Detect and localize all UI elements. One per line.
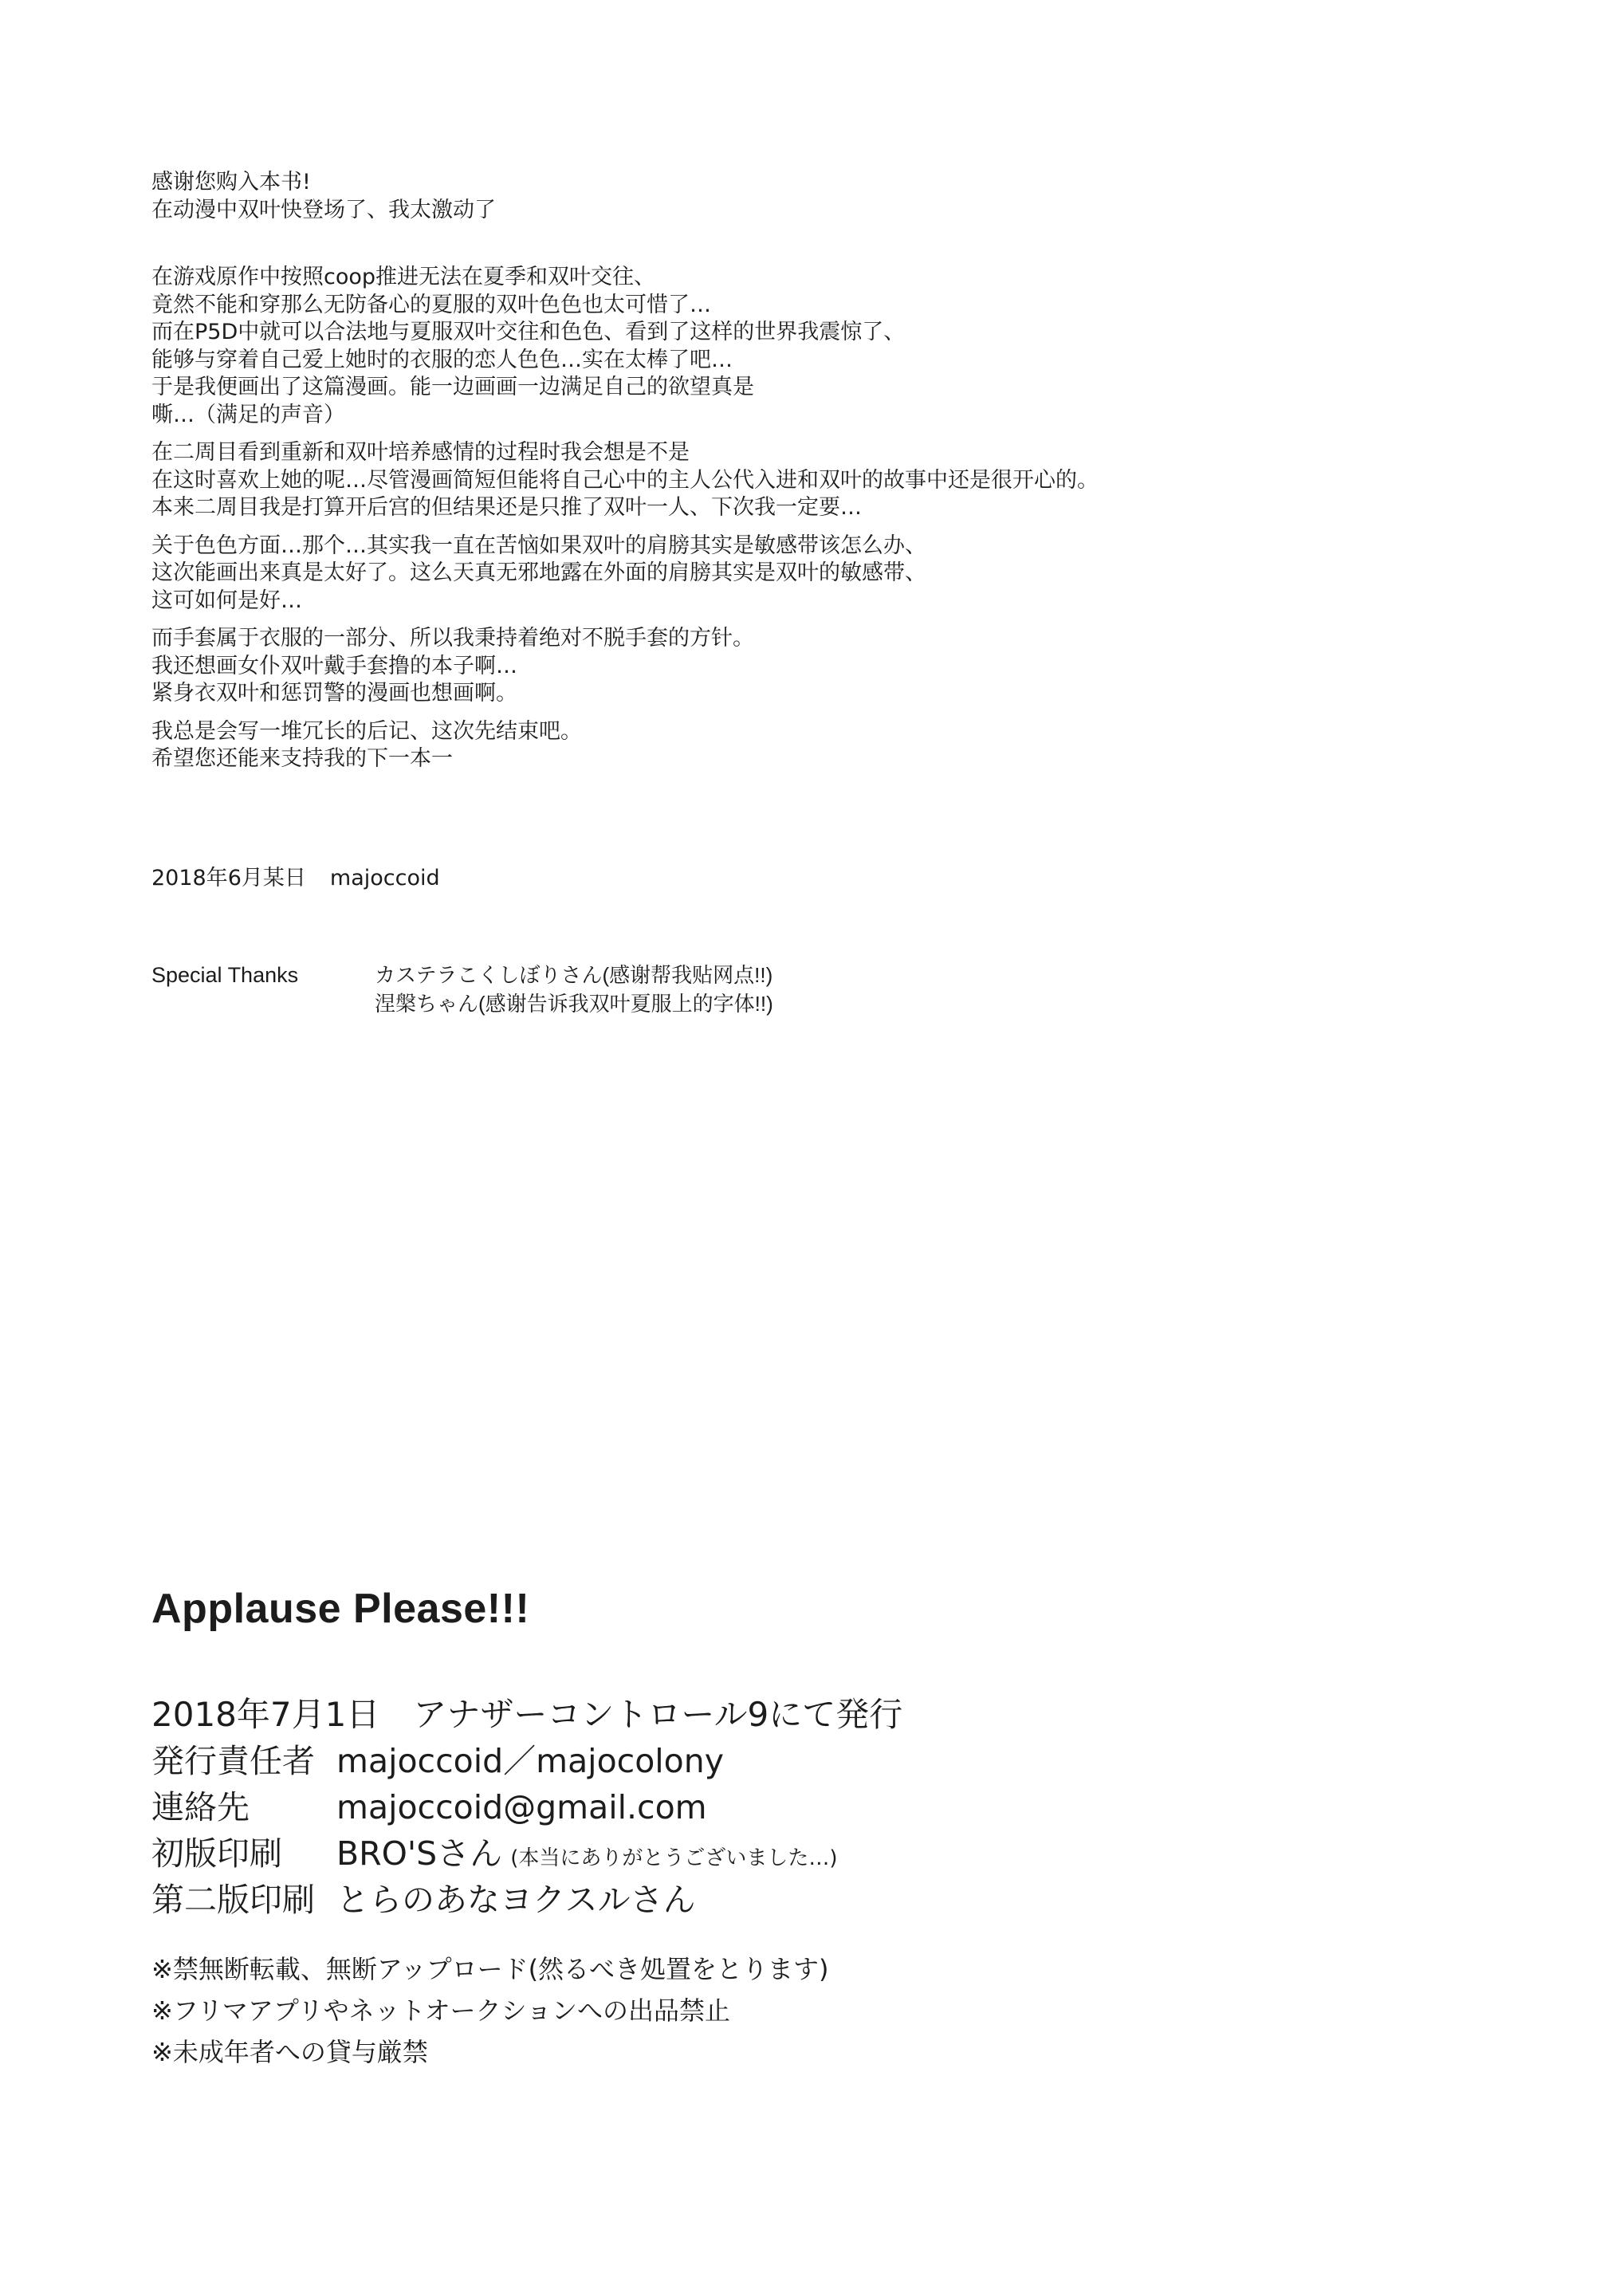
text-line: 希望您还能来支持我的下一本一 [151,746,453,771]
credit-value [336,1877,696,1922]
afterword-paragraph [151,439,1467,522]
text-line: 嘶…（满足的声音） [151,402,345,427]
credit-value [336,1831,837,1881]
text-line: 我还想画女仆双叶戴手套撸的本子啊… [151,653,517,678]
notice-line: ※フリマアプリやネットオークションへの出品禁止 [151,1995,731,2026]
contact-email: majoccoid@gmail.com [336,1788,707,1826]
text-line: 紧身衣双叶和惩罚警的漫画也想画啊。 [151,681,517,706]
special-thanks-item: 涅槃ちゃん(感谢告诉我双叶夏服上的字体!!) [375,992,773,1016]
notice-line: ※未成年者への貸与厳禁 [151,2037,428,2067]
afterword-paragraph [151,625,1467,708]
text-line: 这可如何是好… [151,588,302,613]
publisher-name: majoccoid／majocolony [336,1742,725,1780]
signature-date: 2018年6月某日 [151,866,306,890]
text-line: 在这时喜欢上她的呢…尽管漫画简短但能将自己心中的主人公代入进和双叶的故事中还是很开心的。 [151,467,1099,493]
text-line: 这次能画出来真是太好了。这么天真无邪地露在外面的肩膀其实是双叶的敏感带、 [151,560,926,585]
signature-author: majoccoid [329,866,440,890]
text-line: 竟然不能和穿那么无防备心的夏服的双叶色色也太可惜了… [151,292,711,317]
greeting-line: 感谢您购入本书! [151,170,311,195]
text-line: 本来二周目我是打算开后宫的但结果还是只推了双叶一人、下次我一定要… [151,495,862,520]
credit-label: 初版印刷 [151,1834,282,1873]
special-thanks-label: Special Thanks [151,963,299,987]
text-line: 于是我便画出了这篇漫画。能一边画画一边满足自己的欲望真是 [151,375,754,399]
credit-value [336,1739,724,1783]
afterword-paragraph [151,718,1467,773]
special-thanks-item: カステラこくしぼりさん(感谢帮我贴网点!!) [375,963,773,987]
first-printer: BRO'Sさん [336,1834,503,1873]
afterword [151,169,1467,784]
afterword-signature [151,865,440,892]
notice-line: ※禁無断転載、無断アップロード(然るべき処置をとります) [151,1954,829,1984]
text-line: 我总是会写一堆冗长的后记、这次先结束吧。 [151,718,582,744]
text-line: 在二周目看到重新和双叶培养感情的过程时我会想是不是 [151,440,690,465]
greeting-line: 在动漫中双叶快登场了、我太激动了 [151,197,496,222]
credit-label: 連絡先 [151,1788,250,1826]
publication-info: 2018年7月1日 アナザーコントロール9にて発行 [151,1695,903,1734]
text-line: 关于色色方面…那个…其实我一直在苦恼如果双叶的肩膀其实是敏感带该怎么办、 [151,533,926,558]
first-printer-note: (本当にありがとうございました…) [510,1846,838,1870]
book-title: Applause Please!!! [151,1586,530,1632]
credit-value [336,1785,707,1830]
greeting [151,169,1467,224]
credit-label: 第二版印刷 [151,1881,315,1919]
text-line: 而手套属于衣服的一部分、所以我秉持着绝对不脱手套的方针。 [151,626,754,651]
special-thanks-list [375,961,773,1018]
afterword-paragraph [151,264,1467,429]
text-line: 能够与穿着自己爱上她时的衣服的恋人色色…实在太棒了吧… [151,347,733,372]
text-line: 而在P5D中就可以合法地与夏服双叶交往和色色、看到了这样的世界我震惊了、 [151,320,906,344]
afterword-paragraph [151,533,1467,615]
legal-notices [151,1948,829,2073]
credit-label: 発行責任者 [151,1742,315,1780]
text-line: 在游戏原作中按照coop推进无法在夏季和双叶交往、 [151,265,656,289]
second-printer: とらのあなヨクスルさん [336,1881,696,1919]
